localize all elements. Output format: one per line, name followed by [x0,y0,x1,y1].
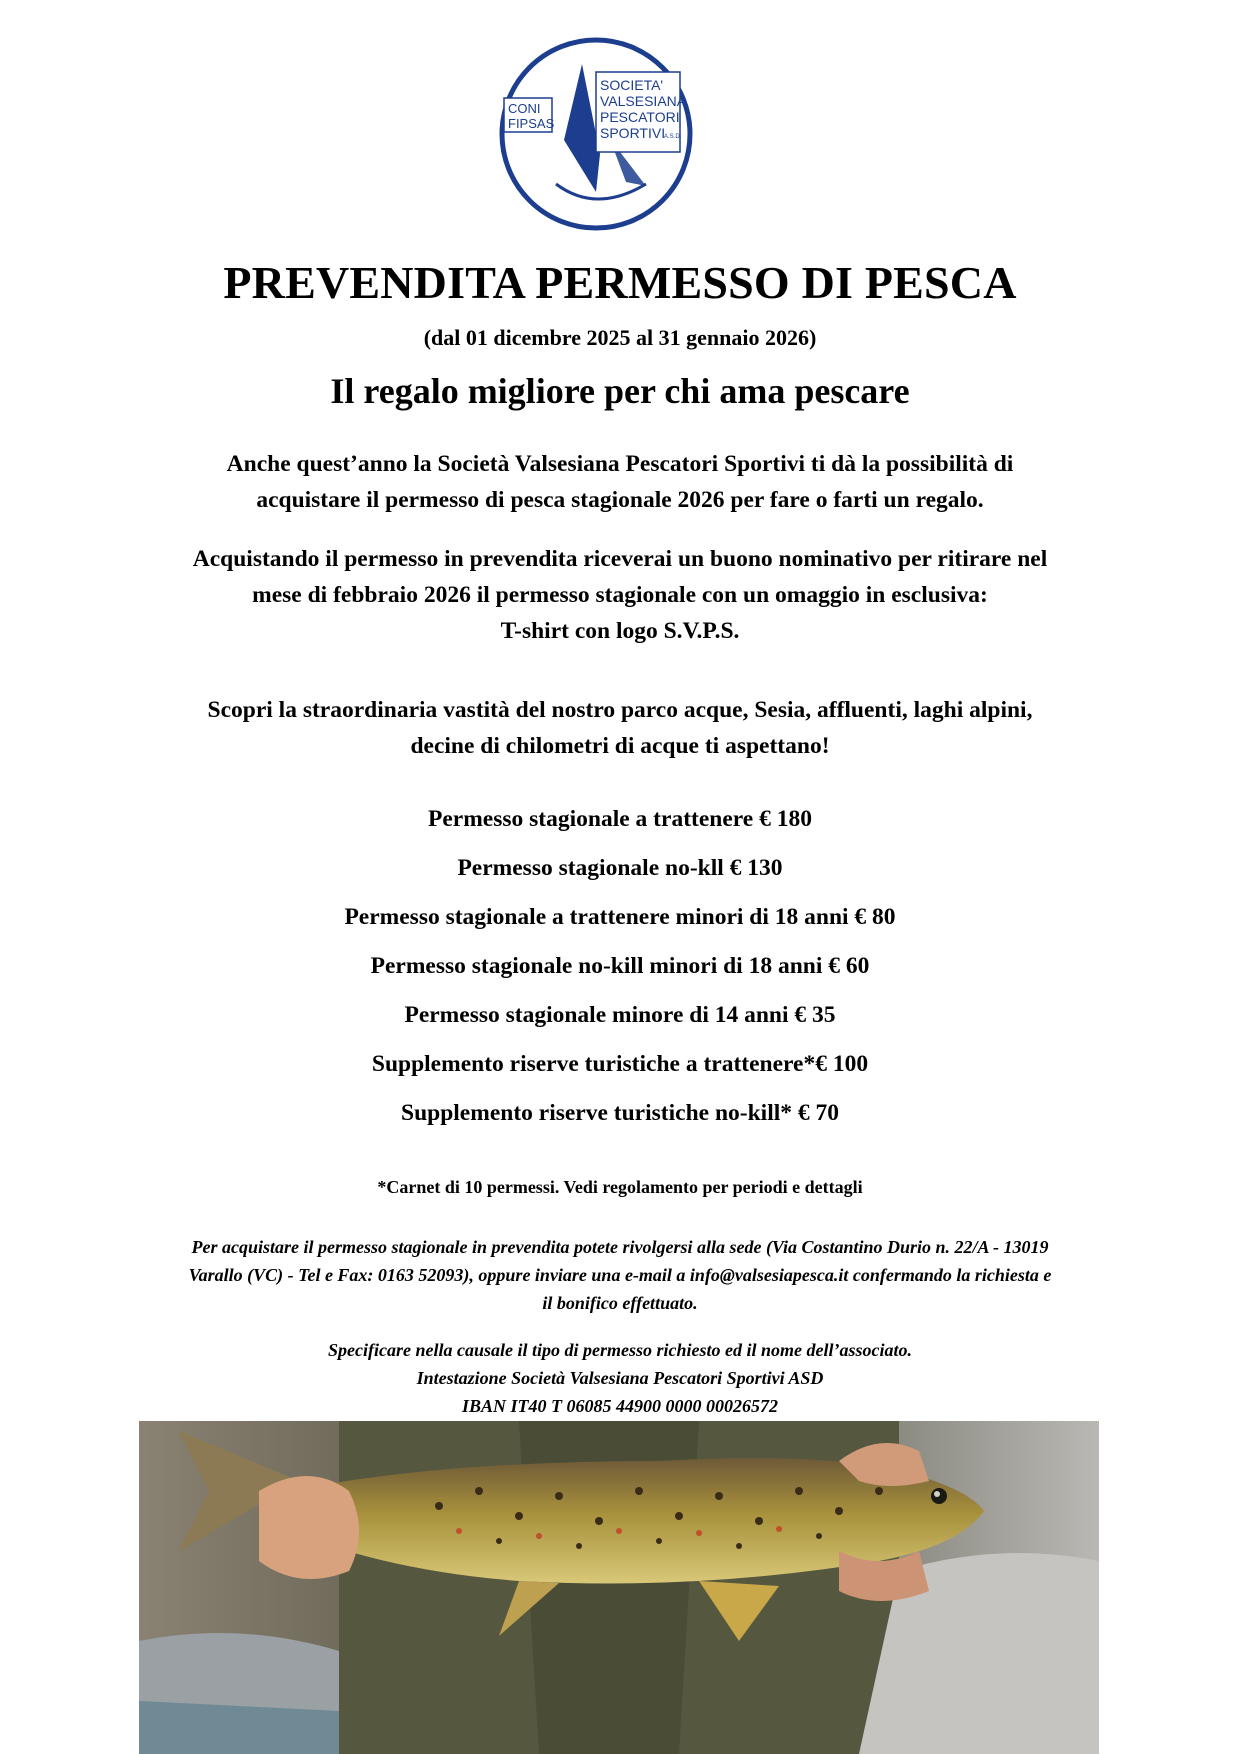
iban-line: IBAN IT40 T 06085 44900 0000 00026572 [461,1396,778,1416]
waters-paragraph [0,692,1240,764]
paragraph-line: Scopri la straordinaria vastità del nostro parco acque, Sesia, affluenti, laghi alpini, [207,697,1033,723]
paragraph-line: acquistare il permesso di pesca stagionale 2026 per fare o farti un regalo. [256,487,984,513]
logo-side-2: FIPSAS [508,116,555,131]
sale-dates: (dal 01 dicembre 2025 al 31 gennaio 2026) [423,325,817,350]
carnet-note: *Carnet di 10 permessi. Vedi regolamento per periodi e dettagli [377,1177,863,1197]
purchase-info [0,1233,1240,1317]
paragraph-line: Anche quest’anno la Società Valsesiana Pescatori Sportivi ti dà la possibilità di [226,451,1014,477]
info-line: Per acquistare il permesso stagionale in prevendita potete rivolgersi alla sede (Via Costantino Durio n. 22/A - 13019 [191,1237,1049,1257]
info-line: il bonifico effettuato. [542,1293,698,1313]
price-list [0,802,1240,1145]
price-item: Supplemento riserve turistiche a trattenere*€ 100 [371,1051,869,1077]
paragraph-line: T-shirt con logo S.V.P.S. [500,618,740,644]
price-item: Permesso stagionale no-kill minori di 18 anni € 60 [370,953,870,979]
price-item: Supplemento riserve turistiche no-kill* € 70 [401,1100,839,1126]
price-item: Permesso stagionale a trattenere minori di 18 anni € 80 [344,904,896,930]
payment-details [0,1336,1240,1420]
logo-line-1: SOCIETA' [600,77,664,93]
price-item: Permesso stagionale no-kll € 130 [457,855,783,881]
spec-line: Intestazione Società Valsesiana Pescatori Sportivi ASD [416,1368,824,1388]
subtitle: Il regalo migliore per chi ama pescare [330,371,910,411]
price-item: Permesso stagionale minore di 14 anni € 35 [404,1002,836,1028]
price-item: Permesso stagionale a trattenere € 180 [428,806,812,832]
logo-suffix: A.S.D. [664,134,682,140]
club-logo [496,34,696,234]
logo-line-4: SPORTIVI [600,125,666,141]
intro-paragraph [0,446,1240,518]
offer-paragraph [0,541,1240,649]
logo-side-1: CONI [508,101,541,116]
logo-line-3: PESCATORI [600,109,680,125]
trout-photo [139,1421,1099,1754]
page-title: PREVENDITA PERMESSO DI PESCA [223,257,1017,308]
info-line: Varallo (VC) - Tel e Fax: 0163 52093), oppure inviare una e-mail a info@valsesiapesca.it confermando la richiesta e [188,1265,1052,1285]
paragraph-line: mese di febbraio 2026 il permesso stagionale con un omaggio in esclusiva: [252,582,988,608]
paragraph-line: decine di chilometri di acque ti aspettano! [410,733,830,759]
paragraph-line: Acquistando il permesso in prevendita riceverai un buono nominativo per ritirare nel [192,546,1048,572]
spec-line: Specificare nella causale il tipo di permesso richiesto ed il nome dell’associato. [328,1340,912,1360]
logo-line-2: VALSESIANA [600,93,687,109]
